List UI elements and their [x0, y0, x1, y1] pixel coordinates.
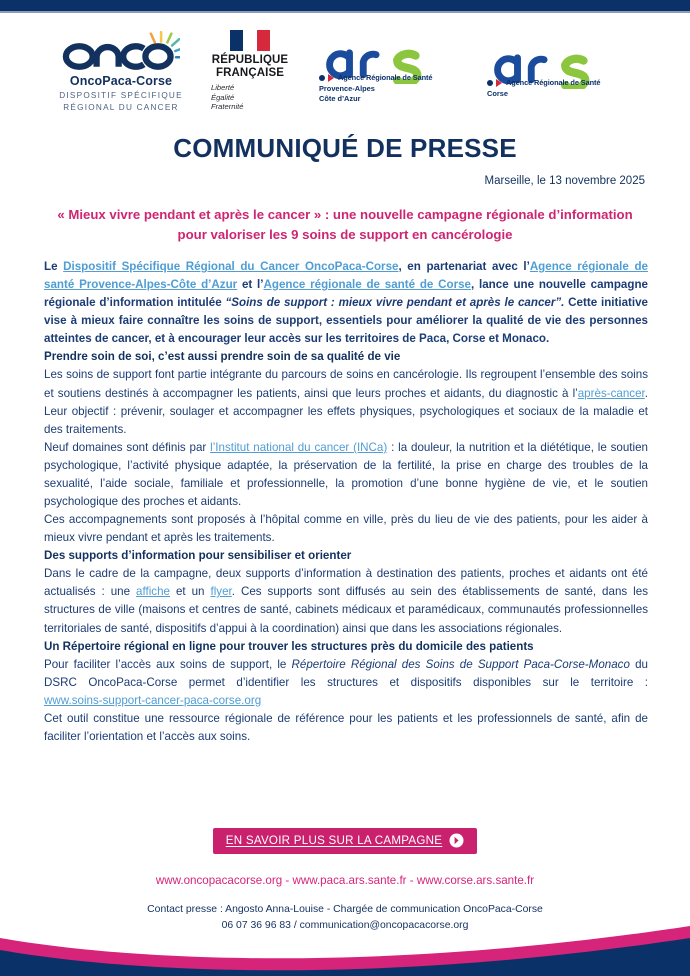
rf-title-line2: FRANÇAISE: [216, 66, 284, 79]
logo-oncopaca-corse: [61, 31, 181, 113]
footer-contact-line2: 06 07 36 96 83 / communication@oncopacacorse.org: [221, 920, 469, 932]
intro-paragraph: [44, 258, 648, 348]
link-ars-corse[interactable]: Agence régionale de santé de Corse: [263, 278, 472, 292]
onco-logo-subtitle: [59, 90, 183, 113]
logo-row: [0, 26, 690, 118]
repertoire-title: Répertoire Régional des Soins de Support Paca-Corse-Monaco: [291, 657, 630, 671]
logo-ars-paca: [319, 35, 461, 109]
rf-motto-fraternite: Fraternité: [211, 102, 244, 112]
onco-wordmark-icon: [62, 31, 180, 71]
dateline: Marseille, le 13 novembre 2025: [484, 175, 645, 187]
intro-text-2: , en partenariat avec l’: [398, 260, 530, 273]
logo-ars-corse: [487, 35, 629, 109]
ars-chevron-icon: [328, 74, 335, 82]
link-inca[interactable]: l’Institut national du cancer (INCa): [210, 440, 388, 454]
rf-motto: [207, 83, 293, 113]
onco-logo-name: OncoPaca-Corse: [69, 73, 173, 88]
intro-text-4: , lance une nouvelle campagne régionale d’information intitulée: [44, 278, 648, 310]
french-flag-icon: [230, 30, 270, 51]
ars-corse-agency-strip: [487, 78, 629, 87]
section-supports-paragraph: [44, 565, 648, 637]
link-flyer[interactable]: flyer: [210, 585, 232, 599]
top-bar-hairline: [0, 11, 690, 13]
rf-title: [212, 54, 288, 80]
footer-contact-line1: Contact presse : Angosto Anna-Louise - Chargée de communication OncoPaca-Corse: [147, 904, 543, 915]
ars-paca-agency-strip: [319, 73, 461, 82]
soin-p2-text-a: Neuf domaines sont définis par: [44, 440, 211, 454]
intro-text-3: et l’: [237, 278, 264, 292]
section-heading-repertoire: Un Répertoire régional en ligne pour trouver les structures près du domicile des patients: [44, 639, 534, 653]
ars-paca-region: [319, 84, 461, 103]
ars-corse-region: [487, 89, 629, 99]
intro-text-5: Cette initiative vise à mieux faire connaître les soins de support, essentiels pour améliorer la qualité de vie des personnes atteintes de cancer, et à encourager leur accès sur les territoires de Paca, Corse et Monaco.: [44, 296, 648, 346]
section-repertoire-paragraph-1: [44, 656, 648, 710]
document-body: [44, 258, 648, 746]
section-repertoire-paragraph-2: Cet outil constitue une ressource régionale de référence pour les patients et les professionnels de santé, afin de faciliter l’orientation et l’accès aux soins.: [44, 711, 648, 744]
rf-motto-liberte: Liberté: [211, 82, 235, 92]
ars-paca-region-line1: Provence-Alpes: [319, 84, 375, 94]
footer-wave-decoration: [0, 920, 690, 976]
section-soin-paragraph-2: [44, 439, 648, 511]
cta-label: EN SAVOIR PLUS SUR LA CAMPAGNE: [225, 834, 443, 847]
campaign-headline-line1: « Mieux vivre pendant et après le cancer » : une nouvelle campagne régionale: [57, 207, 545, 222]
top-navy-bar: [0, 0, 690, 11]
rf-motto-egalite: Égalité: [211, 92, 235, 102]
supports-text-b: . Ces supports sont diffusés au sein des établissements de santé, dans les structures de ville (maisons et centres de santé, cabinets médicaux et paramédicaux, communautés professionnelles territoriales de santé, dispositifs d’appui à la coordination) ainsi que dans les associations régionales.: [44, 585, 648, 635]
link-ars-paca[interactable]: Agence régionale de santé Provence-Alpes-Côte d’Azur: [44, 260, 648, 292]
supports-text-a: Dans le cadre de la campagne, deux supports d’information à destination des patients, proches et aidants ont été actualisés : une: [44, 567, 648, 599]
ars-chevron-icon: [496, 79, 503, 87]
soin-p1-text-a: Les soins de support font partie intégrante du parcours de soins en cancérologie. Ils regroupent l’ensemble des soins et soutiens destinés à accompagner les patients, ainsi que leurs proches et aidants, du diagnostic à l’: [44, 368, 648, 400]
supports-text-mid: et un: [170, 585, 211, 599]
cta-container: [0, 828, 690, 854]
section-soin-paragraph-3: Ces accompagnements sont proposés à l’hôpital comme en ville, près du lieu de vie des patients, pour les aider à mieux vivre pendant et après les traitements.: [44, 513, 648, 545]
soin-p1-text-b: . Leur objectif : prévenir, soulager et accompagner les effets physiques, psychologiques et sociaux de la maladie et des traitements.: [44, 386, 648, 436]
ars-dot-icon: [319, 75, 325, 81]
repertoire-text-b: du DSRC OncoPaca-Corse permet d’identifier les structures et dispositifs disponibles sur le territoire :: [44, 657, 648, 689]
campaign-quote: “Soins de support : mieux vivre pendant et après le cancer”.: [225, 296, 565, 310]
learn-more-button[interactable]: [213, 828, 477, 854]
page-title: COMMUNIQUÉ DE PRESSE: [173, 133, 517, 163]
link-soins-support-website[interactable]: www.soins-support-cancer-paca-corse.org: [44, 693, 262, 707]
onco-subtitle-line1: DISPOSITIF SPÉCIFIQUE: [59, 90, 183, 100]
campaign-headline: [45, 205, 645, 245]
ars-dot-icon: [487, 80, 493, 86]
ars-paca-region-line2: Côte d’Azur: [319, 94, 361, 103]
link-apres-cancer[interactable]: après-cancer: [577, 386, 645, 400]
onco-subtitle-line2: RÉGIONAL DU CANCER: [63, 102, 179, 112]
section-soin-paragraph-1: [44, 366, 648, 438]
repertoire-text-a: Pour faciliter l’accès aux soins de support, le: [44, 657, 292, 671]
link-affiche[interactable]: affiche: [136, 585, 170, 599]
logo-republique-francaise: [207, 30, 293, 115]
campaign-headline-line2: d’information pour valoriser les 9 soins de support en cancérologie: [177, 207, 633, 242]
ars-corse-region-line1: Corse: [487, 89, 508, 99]
arrow-right-circle-icon: [449, 833, 464, 848]
soin-p2-text-b: : la douleur, la nutrition et la diététique, le soutien psychologique, l’activité physique adaptée, la préservation de la fertilité, la prise en charge des troubles de la sexualité, l’aide sociale, familiale et professionnelle, la promotion d’une bonne hygiène de vie, et le soutien psychologique des proches et aidants.: [44, 440, 648, 509]
ars-corse-agency-label: Agence Régionale de Santé: [506, 78, 601, 88]
rf-title-line1: RÉPUBLIQUE: [211, 53, 289, 66]
link-dsrc-oncopaca-corse[interactable]: Dispositif Spécifique Régional du Cancer OncoPaca-Corse: [63, 260, 399, 273]
section-heading-prendre-soin: Prendre soin de soi, c’est aussi prendre soin de sa qualité de vie: [44, 350, 401, 364]
ars-paca-agency-label: Agence Régionale de Santé: [338, 73, 433, 83]
section-heading-supports: Des supports d’information pour sensibiliser et orienter: [44, 549, 352, 563]
footer-websites: www.oncopacacorse.org - www.paca.ars.sante.fr - www.corse.ars.sante.fr: [155, 874, 535, 887]
intro-text-1: Le: [44, 260, 64, 273]
